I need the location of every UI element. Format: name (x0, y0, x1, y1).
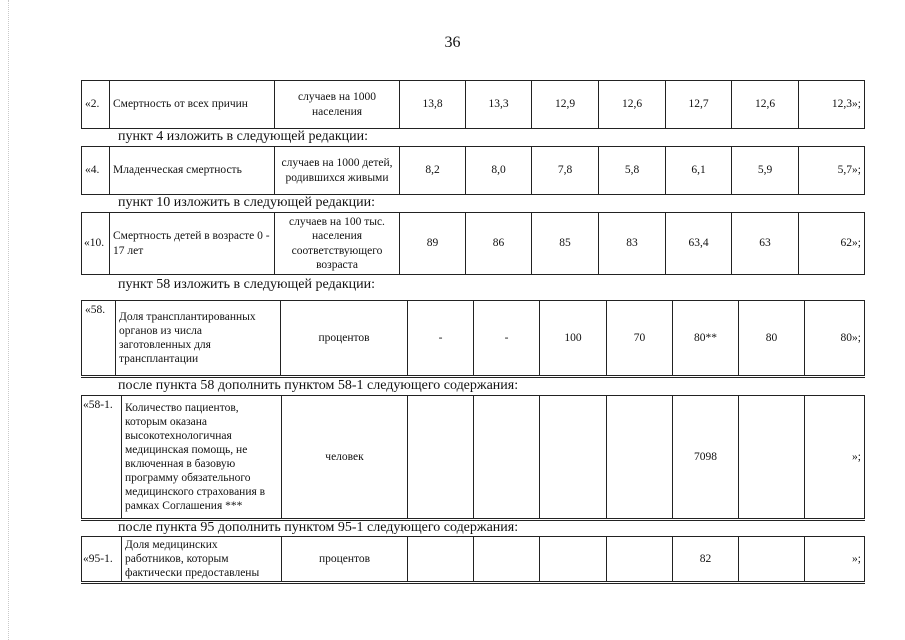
value-cell (540, 396, 607, 520)
amendment-note: пункт 4 изложить в следующей редакции: (118, 129, 368, 144)
value-cell: 83 (599, 213, 666, 275)
value-cell (739, 396, 805, 520)
value-cell (408, 396, 474, 520)
indicator-name: Младенческая смертность (110, 147, 275, 195)
table-row-4 (81, 146, 865, 195)
value-cell: 12,6 (599, 81, 666, 129)
scan-edge-line (8, 0, 9, 640)
amendment-note: пункт 10 изложить в следующей редакции: (118, 195, 375, 210)
value-cell (474, 537, 540, 583)
row-number: «10. (82, 213, 110, 275)
value-cell: - (408, 301, 474, 377)
value-cell: 12,3»; (799, 81, 865, 129)
value-cell: 62»; (799, 213, 865, 275)
unit: случаев на 1000 населения (275, 81, 400, 129)
value-cell (408, 537, 474, 583)
value-cell: »; (805, 537, 865, 583)
unit: процентов (282, 537, 408, 583)
row-number: «58. (82, 301, 116, 377)
row-number: «58-1. (82, 396, 122, 520)
table-row-58 (81, 300, 865, 378)
unit: человек (282, 396, 408, 520)
indicator-name: Смертность детей в возрасте 0 - 17 лет (110, 213, 275, 275)
table-row-2 (81, 80, 865, 129)
value-cell (474, 396, 540, 520)
value-cell: 80 (739, 301, 805, 377)
value-cell: 12,9 (532, 81, 599, 129)
value-cell: - (474, 301, 540, 377)
value-cell: 85 (532, 213, 599, 275)
value-cell: 13,8 (400, 81, 466, 129)
value-cell: 5,9 (732, 147, 799, 195)
indicator-name: Смертность от всех причин (110, 81, 275, 129)
amendment-note: пункт 58 изложить в следующей редакции: (118, 277, 375, 292)
table-row-58-1 (81, 395, 865, 521)
row-number: «2. (82, 81, 110, 129)
row-number: «4. (82, 147, 110, 195)
indicator-name: Доля медицинских работников, которым фактически предоставлены (122, 537, 282, 583)
value-cell: 12,7 (666, 81, 732, 129)
value-cell: 12,6 (732, 81, 799, 129)
value-cell: 80»; (805, 301, 865, 377)
value-cell: 63,4 (666, 213, 732, 275)
unit: процентов (281, 301, 408, 377)
unit: случаев на 100 тыс. населения соответствующего возраста (275, 213, 400, 275)
table-row-10 (81, 212, 865, 275)
value-cell: 89 (400, 213, 466, 275)
value-cell (607, 396, 673, 520)
value-cell: 80** (673, 301, 739, 377)
indicator-name: Количество пациентов, которым оказана высокотехнологичная медицинская помощь, не включенная в базовую программу обязательного медицинского страхования в рамках Соглашения *** (122, 396, 282, 520)
value-cell: 70 (607, 301, 673, 377)
value-cell (540, 537, 607, 583)
indicator-name: Доля трансплантированных органов из числа заготовленных для трансплантации (116, 301, 281, 377)
value-cell: 82 (673, 537, 739, 583)
value-cell: 7098 (673, 396, 739, 520)
value-cell: 8,2 (400, 147, 466, 195)
value-cell: 5,7»; (799, 147, 865, 195)
unit: случаев на 1000 детей, родившихся живыми (275, 147, 400, 195)
value-cell: 7,8 (532, 147, 599, 195)
value-cell: 6,1 (666, 147, 732, 195)
value-cell: 63 (732, 213, 799, 275)
amendment-note: после пункта 58 дополнить пунктом 58-1 следующего содержания: (118, 378, 519, 393)
value-cell: 86 (466, 213, 532, 275)
value-cell: 8,0 (466, 147, 532, 195)
value-cell: 13,3 (466, 81, 532, 129)
amendment-note: после пункта 95 дополнить пунктом 95-1 следующего содержания: (118, 520, 519, 535)
page-number: 36 (444, 34, 461, 51)
value-cell: 100 (540, 301, 607, 377)
value-cell (607, 537, 673, 583)
value-cell: 5,8 (599, 147, 666, 195)
row-number: «95-1. (82, 537, 122, 583)
table-row-95-1 (81, 536, 865, 584)
value-cell (739, 537, 805, 583)
value-cell: »; (805, 396, 865, 520)
